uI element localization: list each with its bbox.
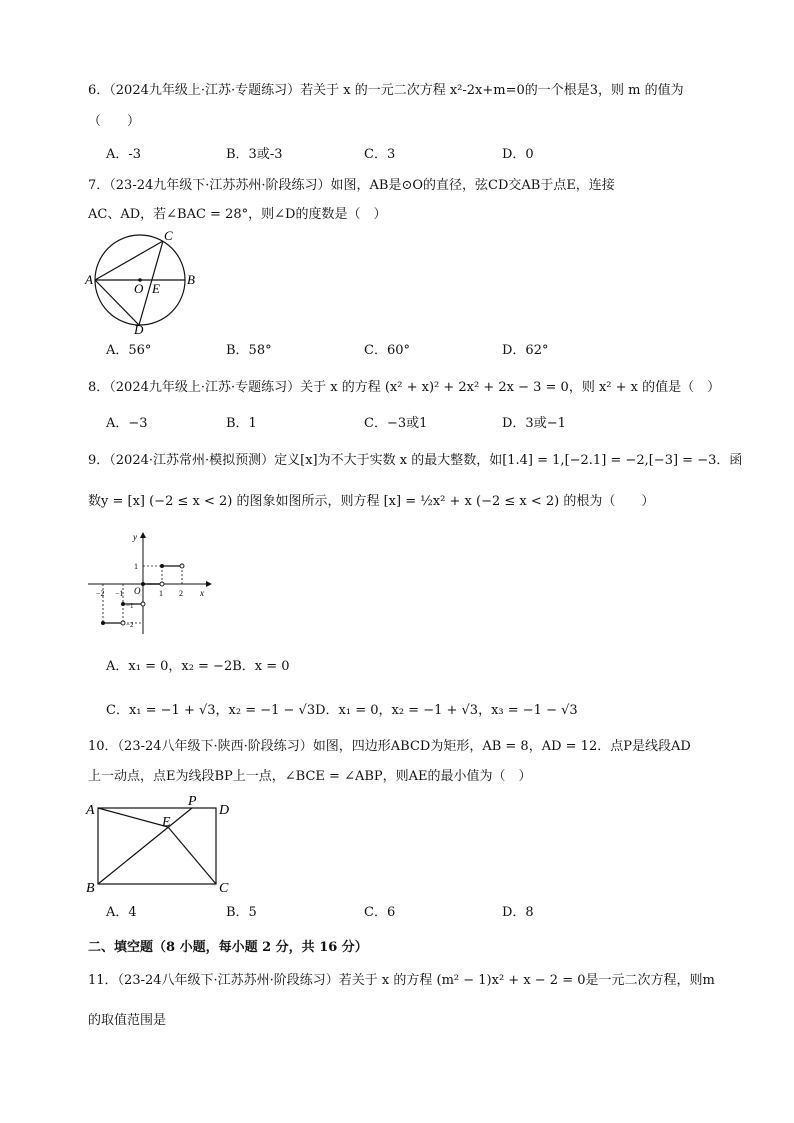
dot-open-zero	[160, 582, 164, 586]
q8-option-b: B．1	[226, 416, 257, 431]
label-e: E	[152, 281, 160, 296]
dot-closed-zero	[141, 582, 145, 586]
rectangle-abcd	[98, 808, 216, 884]
label-b: B	[187, 272, 195, 287]
q6-stem-line2: （ ）	[88, 114, 141, 129]
q6-option-a: A．-3	[106, 147, 142, 162]
q7-option-c: C．60°	[364, 343, 410, 358]
q8-option-a: A．−3	[106, 416, 148, 431]
label-o: O	[134, 281, 144, 296]
label-y: y	[133, 532, 137, 542]
q7-circle-figure	[84, 230, 196, 334]
q9-options-ab: A．x₁ = 0，x₂ = −2B．x = 0	[106, 659, 290, 674]
q11-stem-line1: 11．（23-24八年级下·江苏苏州·阶段练习）若关于 x 的方程 (m² − 1)x² + x − 2 = 0是一元二次方程，则m	[88, 973, 715, 988]
x-axis-arrow	[206, 581, 212, 587]
label-d: D	[134, 322, 144, 334]
segment-ac	[95, 241, 163, 280]
section-heading-fill-in: 二、填空题（8 小题，每小题 2 分，共 16 分）	[88, 940, 368, 955]
dot-open-minus2	[121, 621, 125, 625]
label-c: C	[164, 230, 173, 243]
q10-rectangle-figure	[84, 792, 234, 896]
label-e: E	[162, 815, 171, 830]
dot-closed-minus1	[121, 602, 125, 606]
label-p: P	[188, 794, 197, 809]
segment-bp	[98, 808, 192, 884]
q10-stem-line1: 10．（23-24八年级下·陕西·阶段练习）如图，四边形ABCD为矩形，AB = 8，AD = 12．点P是线段AD	[88, 739, 691, 754]
q7-stem-line1: 7．（23-24九年级下·江苏苏州·阶段练习）如图，AB是⊙O的直径，弦CD交AB于点E，连接	[88, 178, 615, 193]
dot-open-minus1	[141, 602, 145, 606]
q10-option-c: C．6	[364, 905, 396, 920]
q7-option-a: A．56°	[106, 343, 152, 358]
q10-option-d: D．8	[502, 905, 534, 920]
q8-option-c: C．−3或1	[364, 416, 428, 431]
label-c: C	[219, 881, 229, 896]
q9-options-cd: C．x₁ = −1 + √3，x₂ = −1 − √3D．x₁ = 0，x₂ = −1 + √3，x₃ = −1 − √3	[106, 703, 578, 718]
tick-ym2: −2	[126, 621, 134, 629]
tick-xm1: −1	[115, 589, 124, 598]
q6-stem-line1: 6．（2024九年级上·江苏·专题练习）若关于 x 的一元二次方程 x²-2x+m=0的一个根是3，则 m 的值为	[88, 83, 684, 98]
q6-option-c: C．3	[364, 147, 396, 162]
q10-option-b: B．5	[226, 905, 257, 920]
y-axis-arrow	[140, 532, 146, 538]
q9-stem-line2: 数y = [x] (−2 ≤ x < 2) 的图象如图所示，则方程 [x] = ½x² + x (−2 ≤ x < 2) 的根为（ ）	[88, 494, 655, 509]
tick-ym1: −1	[126, 602, 134, 610]
q9-floor-function-graph	[86, 530, 212, 636]
q7-option-d: D．62°	[502, 343, 549, 358]
segment-ae	[98, 808, 168, 827]
tick-y1: 1	[134, 562, 138, 571]
q11-stem-line2: 的取值范围是	[88, 1013, 167, 1028]
label-d: D	[219, 803, 230, 818]
dot-closed-minus2	[101, 621, 105, 625]
q10-option-a: A．4	[106, 905, 137, 920]
label-o: O	[134, 586, 141, 596]
q9-stem-line1: 9．（2024·江苏常州·模拟预测）定义[x]为不大于实数 x 的最大整数，如[1.4] = 1,[−2.1] = −2,[−3] = −3．函	[88, 453, 743, 468]
q10-stem-line2: 上一动点，点E为线段BP上一点，∠BCE = ∠ABP，则AE的最小值为（ ）	[88, 769, 532, 784]
tick-x2: 2	[179, 589, 183, 598]
tick-xm2: −2	[96, 589, 105, 598]
label-a: A	[85, 272, 93, 287]
segment-ce	[168, 827, 216, 884]
q6-option-d: D．0	[502, 147, 534, 162]
dot-closed-one	[160, 564, 164, 568]
tick-x1: 1	[159, 589, 163, 598]
dot-open-one	[180, 564, 184, 568]
label-a: A	[86, 803, 95, 818]
label-b: B	[86, 881, 95, 896]
q8-stem-line1: 8．（2024九年级上·江苏·专题练习）关于 x 的方程 (x² + x)² + 2x² + 2x − 3 = 0，则 x² + x 的值是（ ）	[88, 380, 721, 395]
q7-stem-line2: AC、AD，若∠BAC = 28°，则∠D的度数是（ ）	[88, 207, 387, 222]
q8-option-d: D．3或−1	[502, 416, 566, 431]
label-x: x	[200, 588, 204, 598]
q6-option-b: B．3或-3	[226, 147, 283, 162]
q7-option-b: B．58°	[226, 343, 272, 358]
